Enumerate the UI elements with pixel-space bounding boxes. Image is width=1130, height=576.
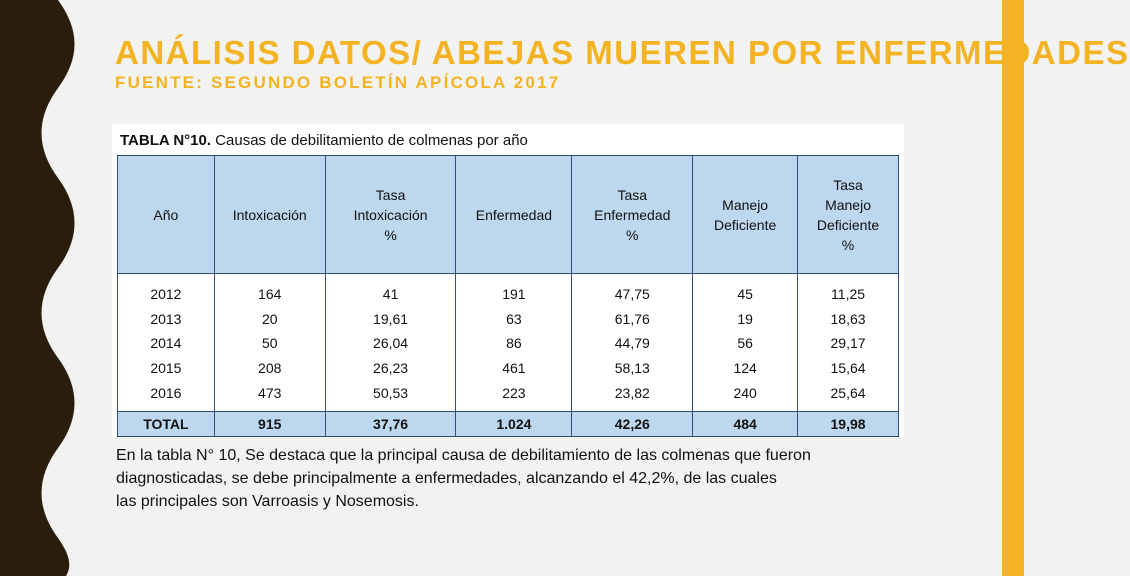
table-caption <box>120 132 528 149</box>
total-cell: 19,98 <box>798 411 899 436</box>
table-cell: 47,75 <box>572 274 693 307</box>
column-header-line: % <box>626 226 639 243</box>
total-cell: 37,76 <box>325 411 456 436</box>
table-cell: 208 <box>214 356 325 381</box>
table-row <box>118 331 899 356</box>
column-header-line: Intoxicación <box>232 206 307 223</box>
table-cell: 26,23 <box>325 356 456 381</box>
table-cell: 23,82 <box>572 380 693 411</box>
total-cell: TOTAL <box>118 411 215 436</box>
slide-title: ANÁLISIS DATOS/ ABEJAS MUEREN POR ENFERMEDADES <box>115 34 1130 71</box>
column-header <box>456 156 572 274</box>
table-cell: 50,53 <box>325 380 456 411</box>
total-cell: 484 <box>693 411 798 436</box>
column-header-line: % <box>841 236 855 253</box>
table-row <box>118 307 899 332</box>
total-cell: 1.024 <box>456 411 572 436</box>
table-cell: 461 <box>456 356 572 381</box>
column-header <box>325 156 456 274</box>
table-cell: 2014 <box>118 331 215 356</box>
column-header-line: Año <box>153 206 179 223</box>
table-row <box>118 380 899 411</box>
summary-note <box>116 444 896 513</box>
note-line: diagnosticadas, se debe principalmente a enfermedades, alcanzando el 42,2%, de las cuales <box>116 470 777 487</box>
column-header-line: Tasa <box>617 186 648 203</box>
column-header-line: Manejo <box>825 196 871 213</box>
table-cell: 11,25 <box>798 274 899 307</box>
table-cell: 2013 <box>118 307 215 332</box>
note-line: las principales son Varroasis y Nosemosis. <box>116 493 419 510</box>
table-cell: 2012 <box>118 274 215 307</box>
table-cell: 473 <box>214 380 325 411</box>
table-cell: 19 <box>693 307 798 332</box>
table-cell: 63 <box>456 307 572 332</box>
right-accent-bar <box>1002 0 1024 576</box>
table-cell: 15,64 <box>798 356 899 381</box>
column-header-line: Enfermedad <box>475 206 553 223</box>
total-row <box>118 411 899 436</box>
table-cell: 2016 <box>118 380 215 411</box>
column-header <box>693 156 798 274</box>
column-header-line: Manejo <box>722 196 769 213</box>
table-cell: 44,79 <box>572 331 693 356</box>
table-cell: 191 <box>456 274 572 307</box>
table-cell: 56 <box>693 331 798 356</box>
column-header-line: Deficiente <box>816 216 880 233</box>
column-header <box>214 156 325 274</box>
column-header-line: Deficiente <box>714 216 777 233</box>
table-cell: 164 <box>214 274 325 307</box>
table-cell: 29,17 <box>798 331 899 356</box>
table-image <box>112 124 904 437</box>
column-header-line: Intoxicación <box>353 206 428 223</box>
slide-subtitle: FUENTE: SEGUNDO BOLETÍN APÍCOLA 2017 <box>115 73 561 92</box>
causes-table <box>117 155 899 437</box>
note-line: En la tabla N° 10, Se destaca que la principal causa de debilitamiento de las colmenas que fueron <box>116 447 811 464</box>
table-cell: 25,64 <box>798 380 899 411</box>
table-cell: 26,04 <box>325 331 456 356</box>
table-cell: 50 <box>214 331 325 356</box>
table-cell: 45 <box>693 274 798 307</box>
table-cell: 2015 <box>118 356 215 381</box>
table-cell: 19,61 <box>325 307 456 332</box>
table-cell: 124 <box>693 356 798 381</box>
table-caption-label: TABLA N°10. <box>120 132 212 149</box>
column-header <box>118 156 215 274</box>
column-header-line: Tasa <box>833 176 863 193</box>
column-header-line: Enfermedad <box>594 206 671 223</box>
table-cell: 61,76 <box>572 307 693 332</box>
table-row <box>118 274 899 307</box>
table-cell: 86 <box>456 331 572 356</box>
table-caption-text: Causas de debilitamiento de colmenas por año <box>211 132 528 149</box>
table-cell: 20 <box>214 307 325 332</box>
total-cell: 42,26 <box>572 411 693 436</box>
column-header <box>572 156 693 274</box>
table-cell: 18,63 <box>798 307 899 332</box>
left-wave-band <box>0 0 80 576</box>
table-cell: 41 <box>325 274 456 307</box>
total-cell: 915 <box>214 411 325 436</box>
table-row <box>118 356 899 381</box>
column-header-line: Tasa <box>375 186 406 203</box>
table-cell: 240 <box>693 380 798 411</box>
table-cell: 223 <box>456 380 572 411</box>
table-cell: 58,13 <box>572 356 693 381</box>
column-header <box>798 156 899 274</box>
column-header-line: % <box>384 226 397 243</box>
